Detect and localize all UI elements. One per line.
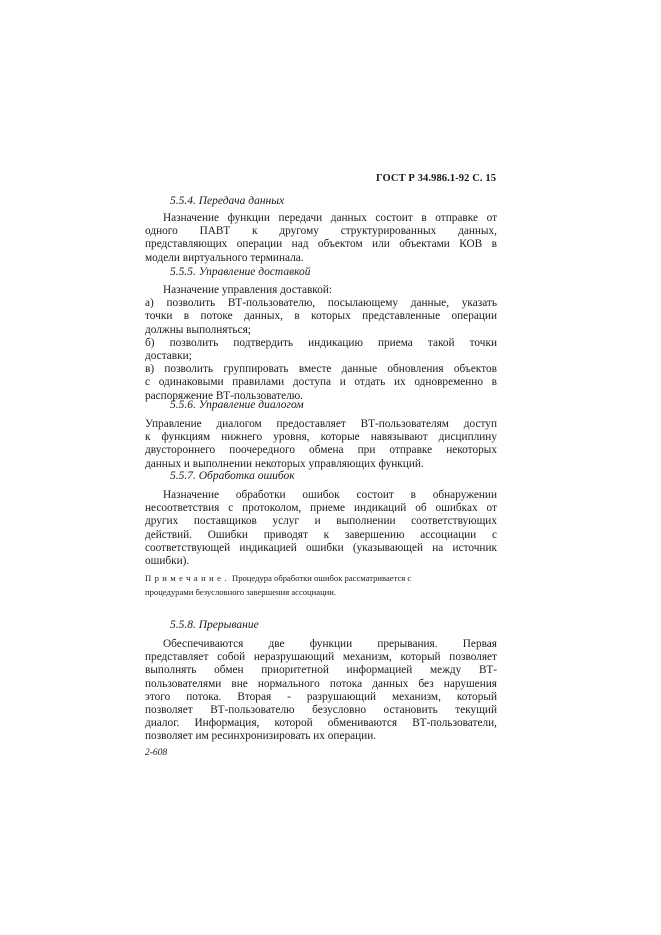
section-text-5-5-5 [145,284,497,403]
text-line: представляющих операции над объектом или объектами КОВ в [145,238,497,251]
text-line: модели виртуального терминала. [145,251,304,264]
text-line: выполнять обмен приоритетной информацией между ВТ- [145,664,497,677]
section-text-5-5-8 [145,638,497,744]
text-line: несоответствия с протоколом, приеме индикаций об ошибках от [145,502,497,515]
note [145,571,497,599]
section-text-5-5-4 [145,212,497,265]
text-line: Назначение функции передачи данных состоит в отправке от [163,212,497,224]
document-reference: ГОСТ Р 34.986.1-92 С. 15 [376,173,497,184]
print-mark: 2-608 [145,748,168,758]
section-heading-5-5-4: 5.5.4. Передача данных [170,195,285,207]
text-line: других поставщиков услуг и выполнении соответствующих [145,515,497,528]
text-line: соответствующей индикацией ошибки (указывающей на источник [145,541,497,554]
text-line: этого потока. Вторая - разрушающий механизм, который [145,690,497,703]
text-line: пользователями вне нормального потока данных без нарушения [145,677,497,690]
text-line: Обеспечиваются две функции прерывания. Первая [163,638,497,650]
text-line: доставки; [145,350,192,363]
section-heading-5-5-6: 5.5.6. Управление диалогом [170,399,304,411]
text-line: Назначение обработки ошибок состоит в обнаружении [163,489,497,501]
text-line: данных и выполнении некоторых управляющих функций. [145,457,424,470]
section-heading-5-5-7: 5.5.7. Обработка ошибок [170,470,295,482]
text-line: Назначение управления доставкой: [163,284,333,296]
text-line: точки в потоке данных, в которых представленные операции [145,310,497,323]
text-line: одного ПАВТ к другому структурированных данных, [145,225,497,238]
text-line: распоряжение ВТ-пользователю. [145,389,304,402]
text-line: а) позволить ВТ-пользователю, посылающему данные, указать [145,297,497,310]
text-line: Управление диалогом предоставляет ВТ-пользователям доступ [145,418,497,430]
section-text-5-5-6 [145,418,497,471]
text-line: представляет собой неразрушающий механизм, который позволяет [145,651,497,664]
text-line: позволяет ВТ-пользователю безусловно остановить текущий [145,704,497,717]
text-line: б) позволить подтвердить индикацию приема такой точки [145,336,497,349]
text-line: двустороннего поочередного обмена при отправке некоторых [145,444,497,457]
text-line: диалог. Информация, которой обмениваются ВТ-пользователи, [145,717,497,730]
section-heading-5-5-5: 5.5.5. Управление доставкой [170,266,311,278]
text-line: действий. Ошибки приводят к завершению ассоциации с [145,528,497,541]
note-line: процедурами безусловного завершения ассоциации. [145,587,337,597]
text-line: в) позволить группировать вместе данные обновления объектов [145,363,497,376]
note-text: Процедура обработки ошибок рассматривается с [232,573,412,583]
text-line: к функциям нижнего уровня, которые навязывают дисциплину [145,431,497,444]
section-text-5-5-7 [145,489,497,568]
note-line [145,571,497,585]
section-heading-5-5-8: 5.5.8. Прерывание [170,619,259,631]
note-label: Примечание. [145,573,230,583]
text-line: позволяет им ресинхронизировать их операции. [145,730,377,743]
text-line: должны выполняться; [145,323,251,336]
text-line: с одинаковыми правилами доступа и отдать их одновременно в [145,376,497,389]
text-line: ошибки). [145,555,190,568]
